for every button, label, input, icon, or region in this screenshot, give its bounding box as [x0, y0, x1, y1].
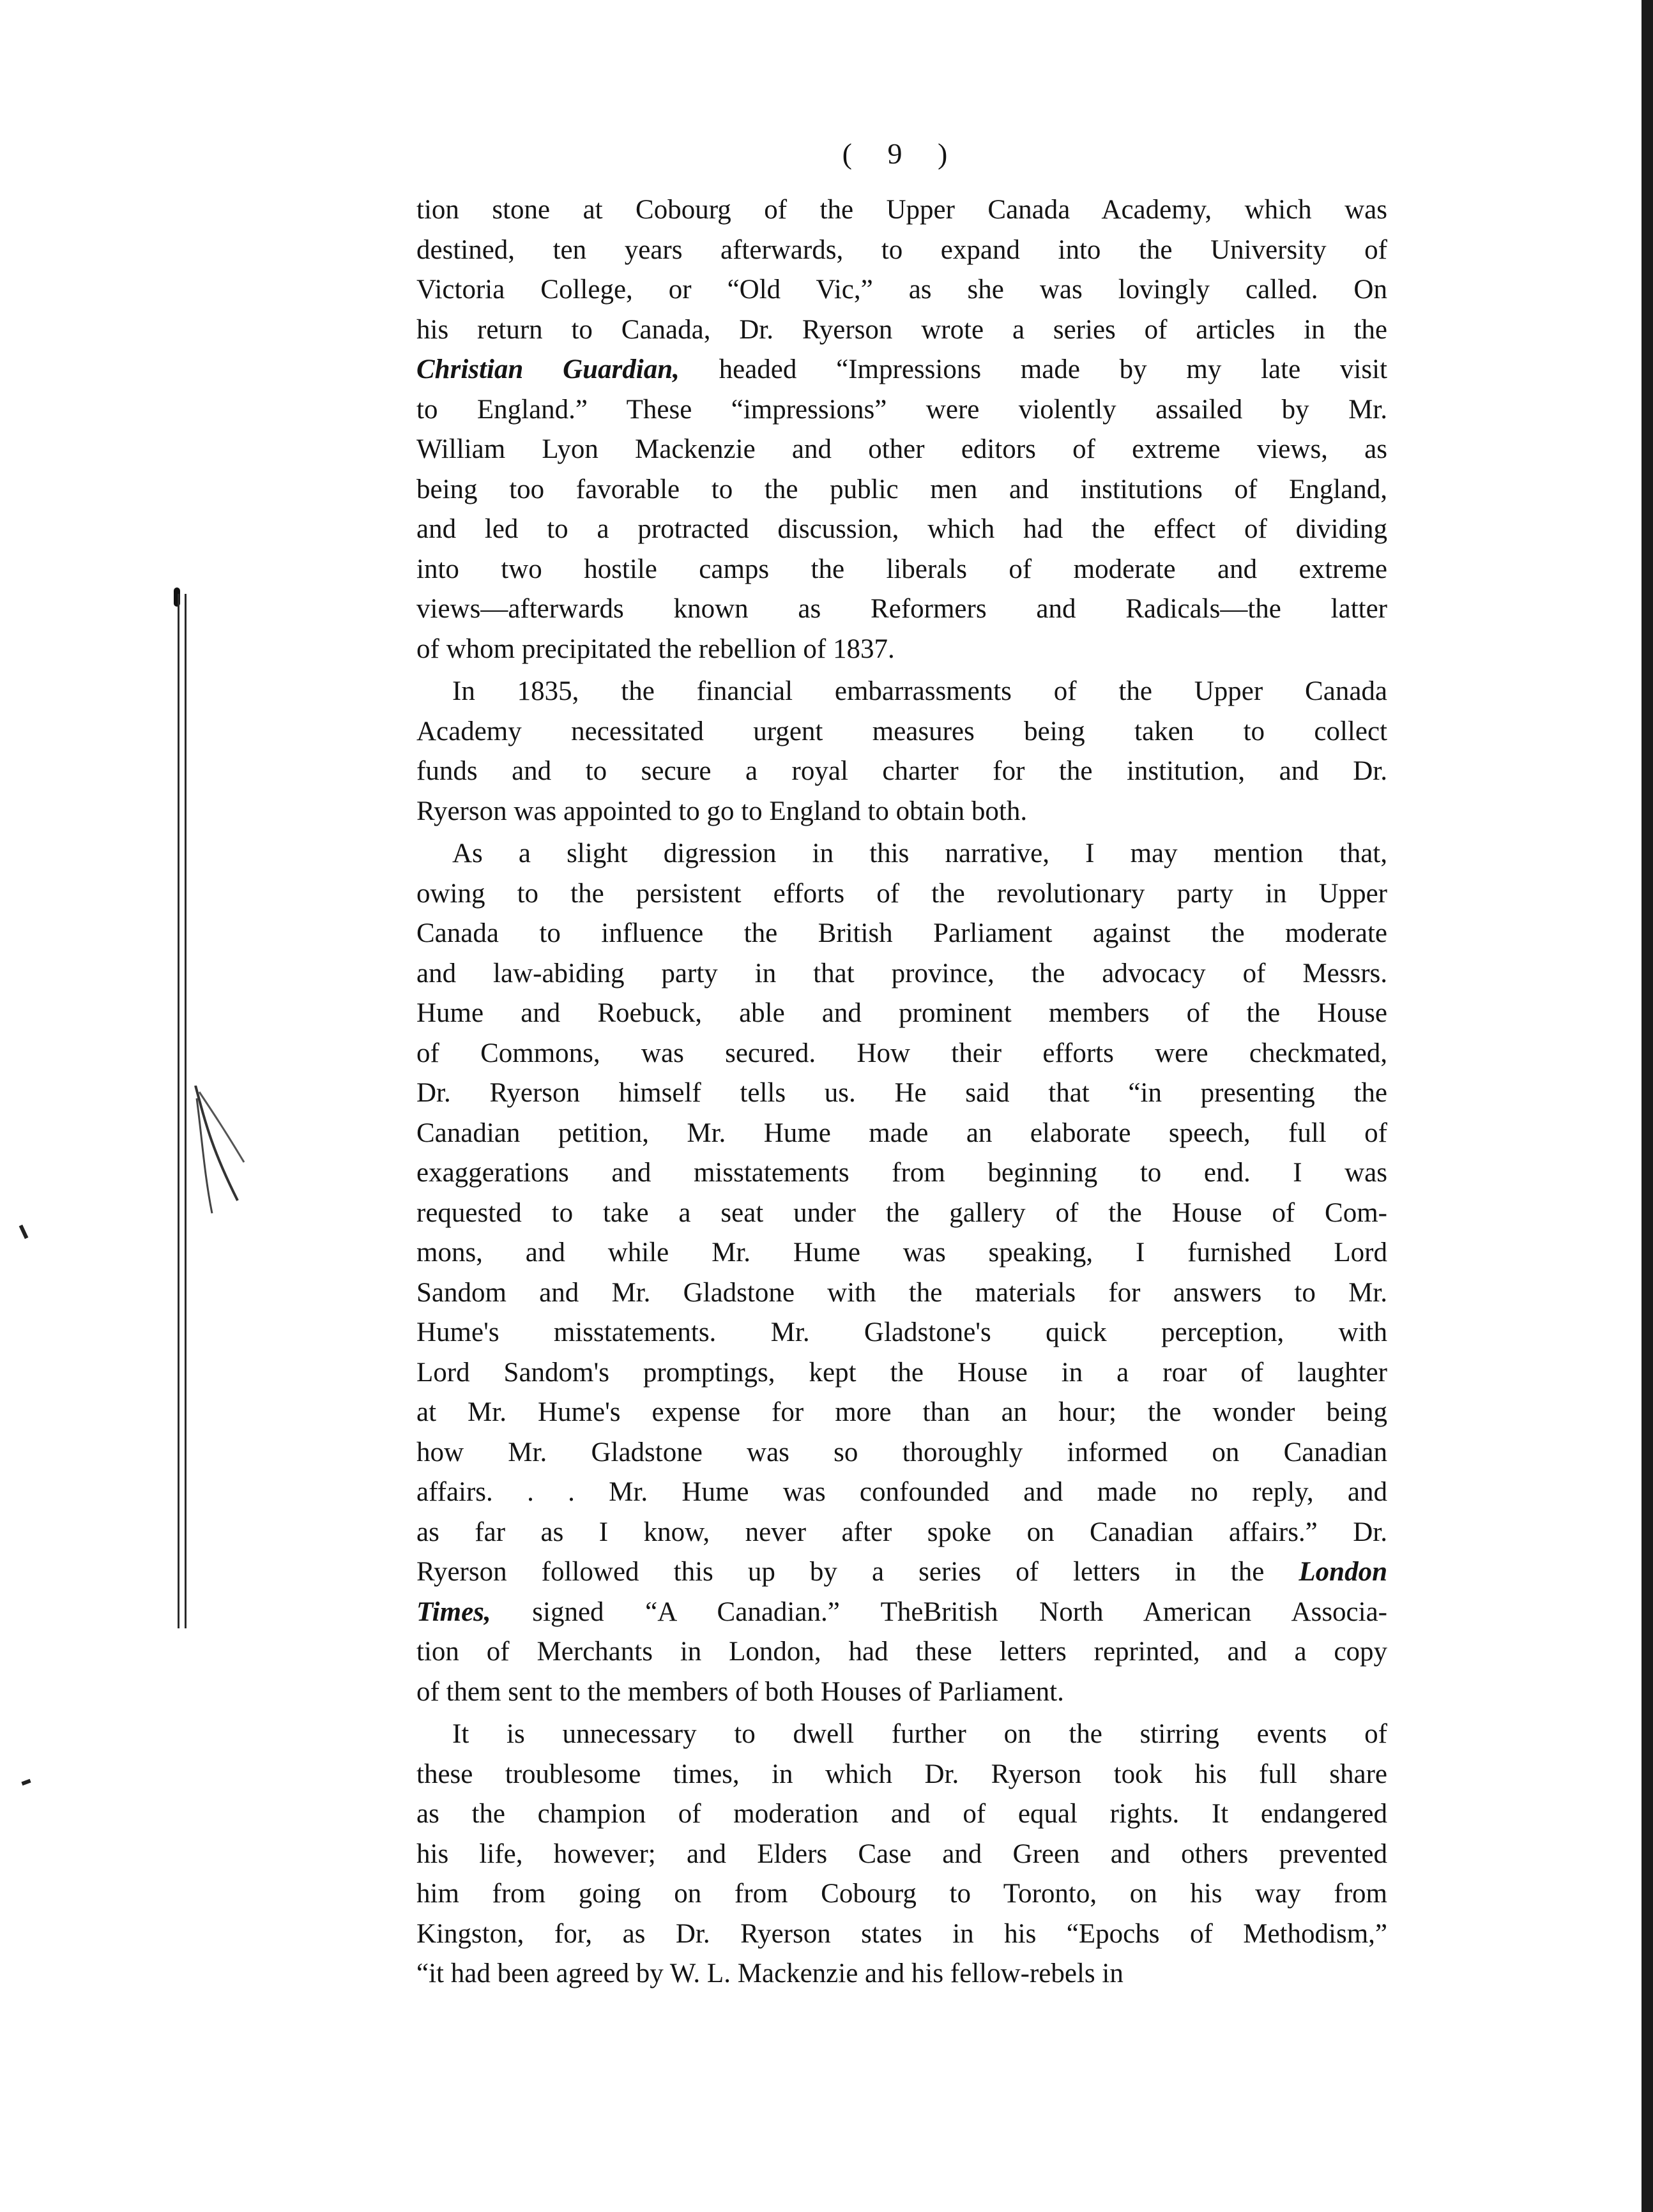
text-line: Lord Sandom's promptings, kept the House in a roar of laughter	[416, 1357, 1387, 1388]
text-line: his return to Canada, Dr. Ryerson wrote a series of articles in the	[416, 314, 1387, 345]
text-line: tion of Merchants in London, had these letters reprinted, and a copy	[416, 1637, 1387, 1667]
text-line: of them sent to the members of both Houses of Parliament.	[416, 1676, 1064, 1707]
text-line: Christian Guardian, headed “Impressions made by my late visit	[416, 354, 1387, 384]
binding-thread	[178, 594, 187, 1628]
text-line: mons, and while Mr. Hume was speaking, I furnished Lord	[416, 1238, 1387, 1268]
text-line: as the champion of moderation and of equal rights. It endangered	[416, 1799, 1387, 1829]
text-line: of whom precipitated the rebellion of 1837.	[416, 633, 895, 664]
text-line: Canadian petition, Mr. Hume made an elaborate speech, full of	[416, 1117, 1387, 1148]
scan-speck	[19, 1225, 29, 1239]
text-line: these troublesome times, in which Dr. Ryerson took his full share	[416, 1759, 1387, 1789]
page-content	[416, 134, 1387, 1994]
text-line: Dr. Ryerson himself tells us. He said that “in presenting the	[416, 1078, 1387, 1108]
paragraph	[416, 834, 1387, 1712]
text-line: Victoria College, or “Old Vic,” as she was lovingly called. On	[416, 275, 1387, 305]
text-line: Sandom and Mr. Gladstone with the materials for answers to Mr.	[416, 1277, 1387, 1308]
text-line: Hume and Roebuck, able and prominent members of the House	[416, 998, 1387, 1028]
paragraph	[416, 190, 1387, 669]
page-number: ( 9 )	[842, 137, 962, 170]
text-line: Kingston, for, as Dr. Ryerson states in his “Epochs of Methodism,”	[416, 1918, 1387, 1949]
text-line: Hume's misstatements. Mr. Gladstone's quick perception, with	[416, 1317, 1387, 1347]
text-line: Ryerson was appointed to go to England to obtain both.	[416, 796, 1028, 826]
text-line: In 1835, the financial embarrassments of the Upper Canada	[452, 676, 1387, 706]
paragraph	[416, 1715, 1387, 1994]
text-line: destined, ten years afterwards, to expand into the University of	[416, 234, 1387, 265]
text-line: Times, signed “A Canadian.” TheBritish North American Associa-	[416, 1596, 1387, 1627]
text-line: and law-abiding party in that province, the advocacy of Messrs.	[416, 958, 1387, 989]
text-line: him from going on from Cobourg to Toronto, on his way from	[416, 1879, 1387, 1909]
text-line: Academy necessitated urgent measures being taken to collect	[416, 716, 1387, 746]
text-line: “it had been agreed by W. L. Mackenzie and his fellow-rebels in	[416, 1958, 1124, 1989]
text-line: and led to a protracted discussion, which had the effect of dividing	[416, 514, 1387, 544]
text-line: to England.” These “impressions” were violently assailed by Mr.	[416, 394, 1387, 425]
text-line: how Mr. Gladstone was so thoroughly informed on Canadian	[416, 1437, 1387, 1467]
text-line: being too favorable to the public men and institutions of England,	[416, 474, 1387, 504]
text-line: of Commons, was secured. How their efforts were checkmated,	[416, 1038, 1387, 1068]
text-line: requested to take a seat under the gallery of the House of Com-	[416, 1197, 1387, 1228]
text-line: owing to the persistent efforts of the revolutionary party in Upper	[416, 878, 1387, 909]
body-text	[416, 190, 1387, 1994]
text-line: Canada to influence the British Parliament against the moderate	[416, 918, 1387, 948]
text-line: exaggerations and misstatements from beginning to end. I was	[416, 1158, 1387, 1188]
paragraph	[416, 672, 1387, 831]
scan-speck	[21, 1779, 31, 1785]
text-line: tion stone at Cobourg of the Upper Canada Academy, which was	[416, 195, 1387, 225]
text-line: affairs. . . Mr. Hume was confounded and made no reply, and	[416, 1477, 1387, 1507]
text-line: as far as I know, never after spoke on Canadian affairs.” Dr.	[416, 1517, 1387, 1547]
text-line: William Lyon Mackenzie and other editors of extreme views, as	[416, 434, 1387, 464]
text-line: Ryerson followed this up by a series of letters in the London	[416, 1557, 1387, 1587]
text-line: It is unnecessary to dwell further on the stirring events of	[452, 1719, 1387, 1749]
binding-thread-loose-end	[193, 1086, 250, 1226]
text-line: views—afterwards known as Reformers and Radicals—the latter	[416, 594, 1387, 624]
text-line: into two hostile camps the liberals of moderate and extreme	[416, 554, 1387, 584]
scan-page-edge	[1642, 0, 1653, 2212]
text-line: at Mr. Hume's expense for more than an hour; the wonder being	[416, 1397, 1387, 1427]
text-line: his life, however; and Elders Case and Green and others prevented	[416, 1838, 1387, 1869]
text-line: As a slight digression in this narrative, I may mention that,	[452, 838, 1387, 868]
text-line: funds and to secure a royal charter for the institution, and Dr.	[416, 756, 1387, 786]
